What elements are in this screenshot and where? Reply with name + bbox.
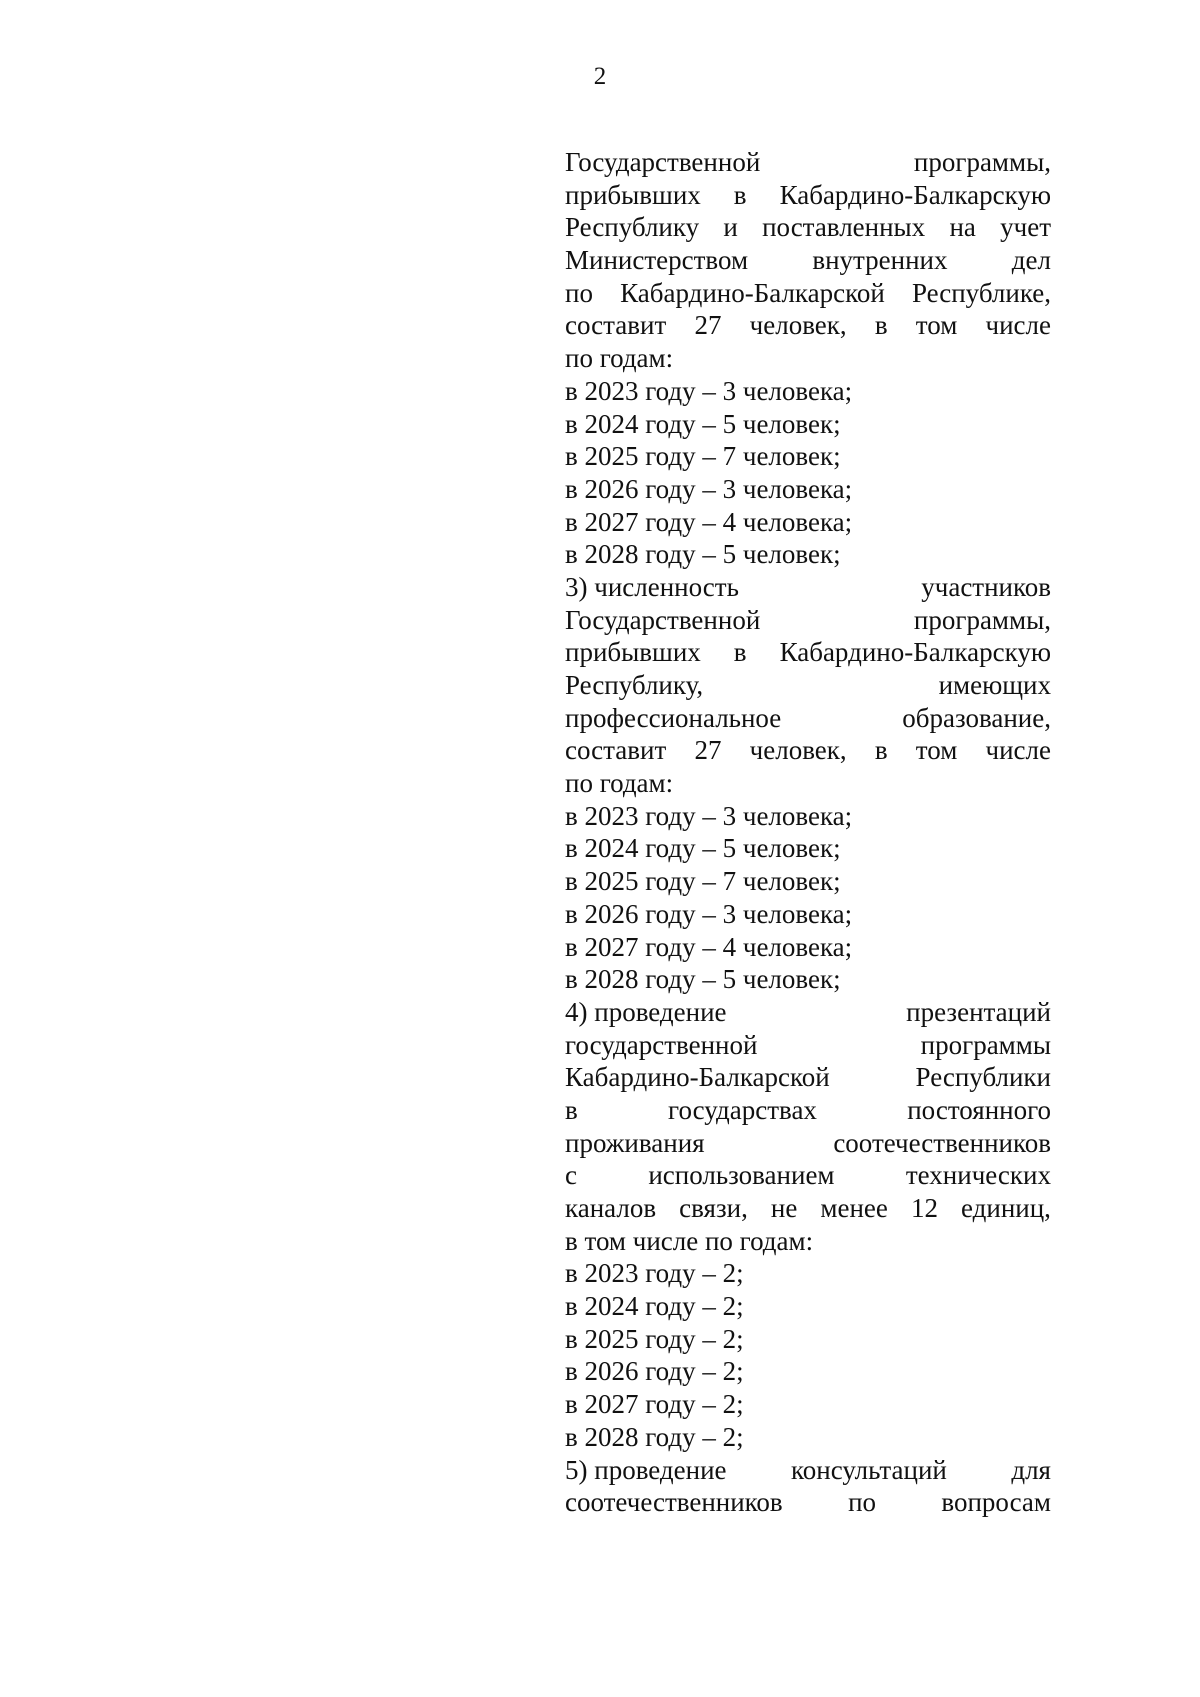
- text-line: [565, 1029, 1051, 1062]
- text-line: [565, 473, 1051, 506]
- text-word: программы: [920, 1029, 1051, 1060]
- text-word: в 2025 году – 7 человек;: [565, 866, 841, 897]
- text-word: 4) проведение: [565, 996, 727, 1027]
- text-line: [565, 179, 1051, 212]
- text-word: с: [565, 1160, 577, 1191]
- text-word: каналов: [565, 1193, 657, 1223]
- text-line: [565, 898, 1051, 931]
- text-word: Республику,: [565, 670, 704, 700]
- text-line: [565, 1061, 1051, 1094]
- text-word: том: [915, 310, 958, 341]
- text-word: человек,: [749, 735, 847, 766]
- text-word: внутренних: [812, 245, 948, 276]
- text-word: в 2026 году – 3 человека;: [565, 473, 853, 504]
- text-line: [565, 767, 1051, 800]
- text-line: [565, 832, 1051, 865]
- text-word: вопросам: [941, 1487, 1051, 1518]
- text-word: для: [1011, 1454, 1051, 1485]
- text-word: в: [874, 735, 888, 766]
- text-word: Кабардино-Балкарской: [620, 277, 885, 308]
- text-line: [565, 931, 1051, 964]
- text-word: постоянного: [907, 1094, 1051, 1125]
- text-word: в 2028 году – 2;: [565, 1421, 744, 1452]
- text-line: [565, 669, 1051, 702]
- text-word: программы,: [913, 147, 1051, 177]
- text-word: в 2027 году – 4 человека;: [565, 506, 853, 537]
- text-line: [565, 1486, 1051, 1519]
- text-word: связи,: [679, 1193, 748, 1223]
- text-line: [565, 538, 1051, 571]
- text-word: 5) проведение: [565, 1454, 727, 1485]
- text-line: [565, 506, 1051, 539]
- text-word: 27: [694, 310, 722, 341]
- text-line: [565, 1192, 1051, 1225]
- text-word: соотечественников: [565, 1487, 783, 1518]
- text-word: в 2025 году – 7 человек;: [565, 441, 841, 472]
- text-word: Кабардино-Балкарскую: [779, 637, 1051, 668]
- text-word: государственной: [565, 1029, 758, 1060]
- text-line: [565, 146, 1051, 179]
- text-word: в 2028 году – 5 человек;: [565, 539, 841, 570]
- text-line: [565, 1225, 1051, 1258]
- body-text: [565, 146, 1051, 1519]
- text-line: [565, 309, 1051, 342]
- text-word: в 2027 году – 4 человека;: [565, 931, 853, 962]
- text-word: образование,: [902, 702, 1051, 733]
- text-line: [565, 571, 1051, 604]
- text-word: дел: [1011, 245, 1051, 276]
- text-line: [565, 963, 1051, 996]
- text-word: соотечественников: [833, 1127, 1051, 1158]
- text-word: составит: [565, 735, 667, 766]
- text-word: в 2023 году – 2;: [565, 1258, 744, 1289]
- text-line: [565, 800, 1051, 833]
- text-line: [565, 865, 1051, 898]
- text-word: 27: [694, 735, 722, 766]
- text-word: участников: [921, 571, 1051, 602]
- text-word: Кабардино-Балкарской: [565, 1062, 830, 1093]
- text-line: [565, 440, 1051, 473]
- text-line: [565, 734, 1051, 767]
- text-line: [565, 702, 1051, 735]
- text-word: в 2023 году – 3 человека;: [565, 375, 853, 406]
- text-word: человек,: [749, 310, 847, 341]
- text-word: единиц,: [961, 1193, 1051, 1223]
- text-word: государствах: [668, 1094, 817, 1125]
- text-word: том: [915, 735, 958, 766]
- text-word: консультаций: [791, 1454, 947, 1485]
- text-word: проживания: [565, 1127, 705, 1158]
- text-word: по годам:: [565, 343, 674, 374]
- text-word: в 2024 году – 5 человек;: [565, 408, 841, 439]
- text-line: [565, 636, 1051, 669]
- text-line: [565, 211, 1051, 244]
- text-line: [565, 1159, 1051, 1192]
- text-word: Республике,: [911, 277, 1051, 308]
- text-word: Государственной: [565, 147, 761, 177]
- text-word: в 2025 году – 2;: [565, 1323, 744, 1354]
- text-word: в 2026 году – 3 человека;: [565, 898, 853, 929]
- text-word: по годам:: [565, 768, 674, 799]
- text-word: программы,: [913, 604, 1051, 635]
- text-word: профессиональное: [565, 702, 782, 733]
- text-word: имеющих: [938, 670, 1051, 700]
- text-word: Кабардино-Балкарскую: [779, 179, 1051, 210]
- text-line: [565, 1127, 1051, 1160]
- text-line: [565, 408, 1051, 441]
- text-line: [565, 277, 1051, 310]
- text-line: [565, 244, 1051, 277]
- text-line: [565, 1323, 1051, 1356]
- text-word: Республики: [915, 1062, 1051, 1093]
- text-word: в: [565, 1094, 578, 1125]
- text-word: числе: [985, 310, 1051, 341]
- text-line: [565, 1094, 1051, 1127]
- text-word: презентаций: [906, 996, 1051, 1027]
- text-word: в: [733, 637, 747, 668]
- text-word: в: [874, 310, 888, 341]
- text-word: по: [565, 277, 593, 308]
- text-word: составит: [565, 310, 667, 341]
- text-word: в 2024 году – 5 человек;: [565, 833, 841, 864]
- text-word: прибывших: [565, 179, 701, 210]
- text-line: [565, 1290, 1051, 1323]
- text-word: в 2023 году – 3 человека;: [565, 800, 853, 831]
- text-word: в: [733, 179, 747, 210]
- text-line: [565, 1454, 1051, 1487]
- text-word: на: [949, 212, 976, 243]
- text-word: 3) численность: [565, 571, 739, 602]
- text-word: использованием: [648, 1160, 835, 1191]
- text-line: [565, 1257, 1051, 1290]
- text-word: в 2026 году – 2;: [565, 1356, 744, 1387]
- text-word: числе: [985, 735, 1051, 766]
- text-line: [565, 375, 1051, 408]
- text-line: [565, 604, 1051, 637]
- text-word: и: [723, 212, 738, 243]
- text-word: прибывших: [565, 637, 701, 668]
- text-word: в 2028 году – 5 человек;: [565, 964, 841, 995]
- text-line: [565, 1421, 1051, 1454]
- text-line: [565, 1388, 1051, 1421]
- page-number: 2: [593, 63, 607, 90]
- text-line: [565, 996, 1051, 1029]
- text-word: Министерством: [565, 245, 749, 276]
- text-line: [565, 1355, 1051, 1388]
- text-word: Государственной: [565, 604, 761, 635]
- text-word: поставленных: [762, 212, 926, 243]
- text-word: по: [848, 1487, 877, 1518]
- text-word: менее: [820, 1193, 888, 1223]
- text-word: в 2027 году – 2;: [565, 1389, 744, 1420]
- text-word: не: [770, 1193, 798, 1223]
- text-word: технических: [905, 1160, 1051, 1191]
- text-word: в 2024 году – 2;: [565, 1291, 744, 1322]
- text-line: [565, 342, 1051, 375]
- text-word: 12: [910, 1193, 938, 1223]
- text-word: в том числе по годам:: [565, 1225, 814, 1256]
- text-word: учет: [1000, 212, 1051, 243]
- text-word: Республику: [565, 212, 700, 243]
